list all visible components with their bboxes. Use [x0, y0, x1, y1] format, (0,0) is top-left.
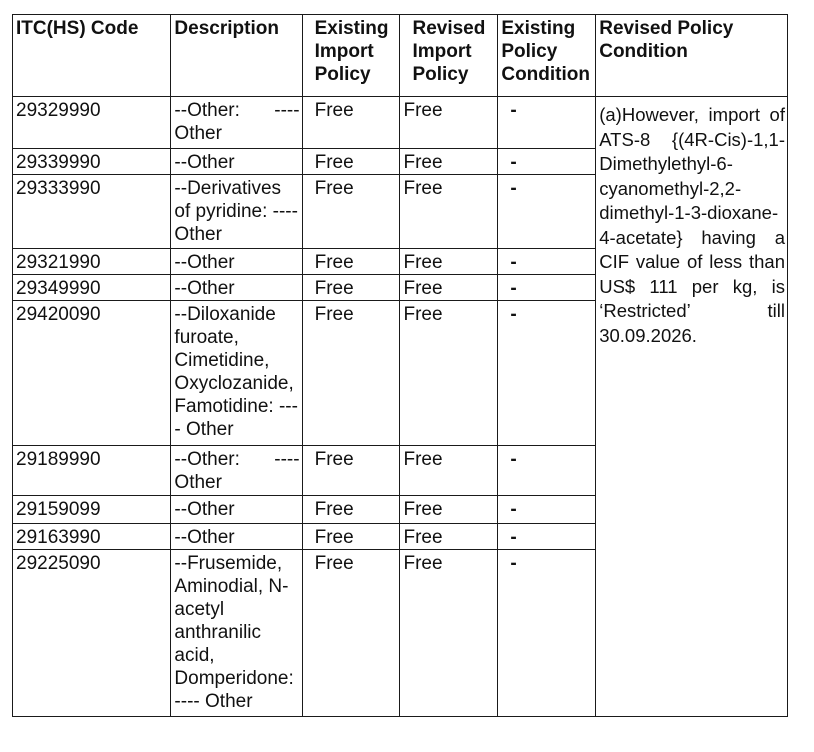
cell-description: --Other: ---- Other [171, 446, 302, 496]
cell-code: 29329990 [13, 97, 171, 149]
cell-code: 29420090 [13, 301, 171, 446]
cell-existing-condition: - [498, 496, 596, 524]
cell-revised-policy: Free [400, 97, 498, 149]
cell-description: --Other [171, 275, 302, 301]
cell-existing-condition: - [498, 446, 596, 496]
cell-existing-policy: Free [302, 249, 400, 275]
cell-revised-policy: Free [400, 275, 498, 301]
cell-description: --Other [171, 524, 302, 550]
cell-revised-policy: Free [400, 149, 498, 175]
cell-description: --Other: ---- Other [171, 97, 302, 149]
cell-description: --Other [171, 496, 302, 524]
cell-existing-condition: - [498, 175, 596, 249]
cell-existing-condition: - [498, 97, 596, 149]
cell-existing-condition: - [498, 249, 596, 275]
cell-existing-policy: Free [302, 149, 400, 175]
cell-code: 29349990 [13, 275, 171, 301]
cell-code: 29159099 [13, 496, 171, 524]
cell-existing-condition: - [498, 550, 596, 717]
cell-description: --Derivatives of pyridine: ---- Other [171, 175, 302, 249]
header-revised-policy-condition: Revised Policy Condition [596, 15, 788, 97]
cell-description: --Diloxanide furoate, Cimetidine, Oxyclozanide, Famotidine: --- - Other [171, 301, 302, 446]
cell-description: --Other [171, 249, 302, 275]
cell-revised-policy: Free [400, 550, 498, 717]
cell-existing-condition: - [498, 275, 596, 301]
table-row [13, 97, 788, 149]
cell-revised-policy: Free [400, 249, 498, 275]
cell-existing-policy: Free [302, 524, 400, 550]
cell-revised-policy: Free [400, 446, 498, 496]
cell-existing-policy: Free [302, 550, 400, 717]
cell-code: 29189990 [13, 446, 171, 496]
header-revised-import-policy: Revised Import Policy [400, 15, 498, 97]
cell-revised-policy: Free [400, 175, 498, 249]
cell-code: 29163990 [13, 524, 171, 550]
cell-existing-policy: Free [302, 97, 400, 149]
cell-existing-condition: - [498, 524, 596, 550]
cell-revised-policy: Free [400, 496, 498, 524]
cell-existing-policy: Free [302, 446, 400, 496]
import-policy-table [12, 14, 788, 717]
header-existing-policy-condition: Existing Policy Condition [498, 15, 596, 97]
header-description: Description [171, 15, 302, 97]
table-header-row [13, 15, 788, 97]
header-itc-hs-code: ITC(HS) Code [13, 15, 171, 97]
cell-existing-policy: Free [302, 275, 400, 301]
cell-revised-policy: Free [400, 524, 498, 550]
cell-code: 29333990 [13, 175, 171, 249]
policy-document [12, 14, 788, 717]
cell-existing-policy: Free [302, 301, 400, 446]
cell-code: 29321990 [13, 249, 171, 275]
cell-code: 29339990 [13, 149, 171, 175]
cell-description: --Frusemide, Aminodial, N-acetyl anthranilic acid, Domperidone: ---- Other [171, 550, 302, 717]
cell-existing-policy: Free [302, 496, 400, 524]
cell-code: 29225090 [13, 550, 171, 717]
cell-existing-condition: - [498, 301, 596, 446]
cell-revised-policy: Free [400, 301, 498, 446]
cell-existing-policy: Free [302, 175, 400, 249]
header-existing-import-policy: Existing Import Policy [302, 15, 400, 97]
cell-revised-condition: (a)However, import of ATS-8 {(4R-Cis)-1,1-Dimethylethyl-6-cyanomethyl-2,2-dimethyl-1-3-dioxane-4-acetate} having a CIF value of less than US$ 111 per kg, is ‘Restricted’ till 30.09.2026. [596, 97, 788, 717]
cell-existing-condition: - [498, 149, 596, 175]
cell-description: --Other [171, 149, 302, 175]
